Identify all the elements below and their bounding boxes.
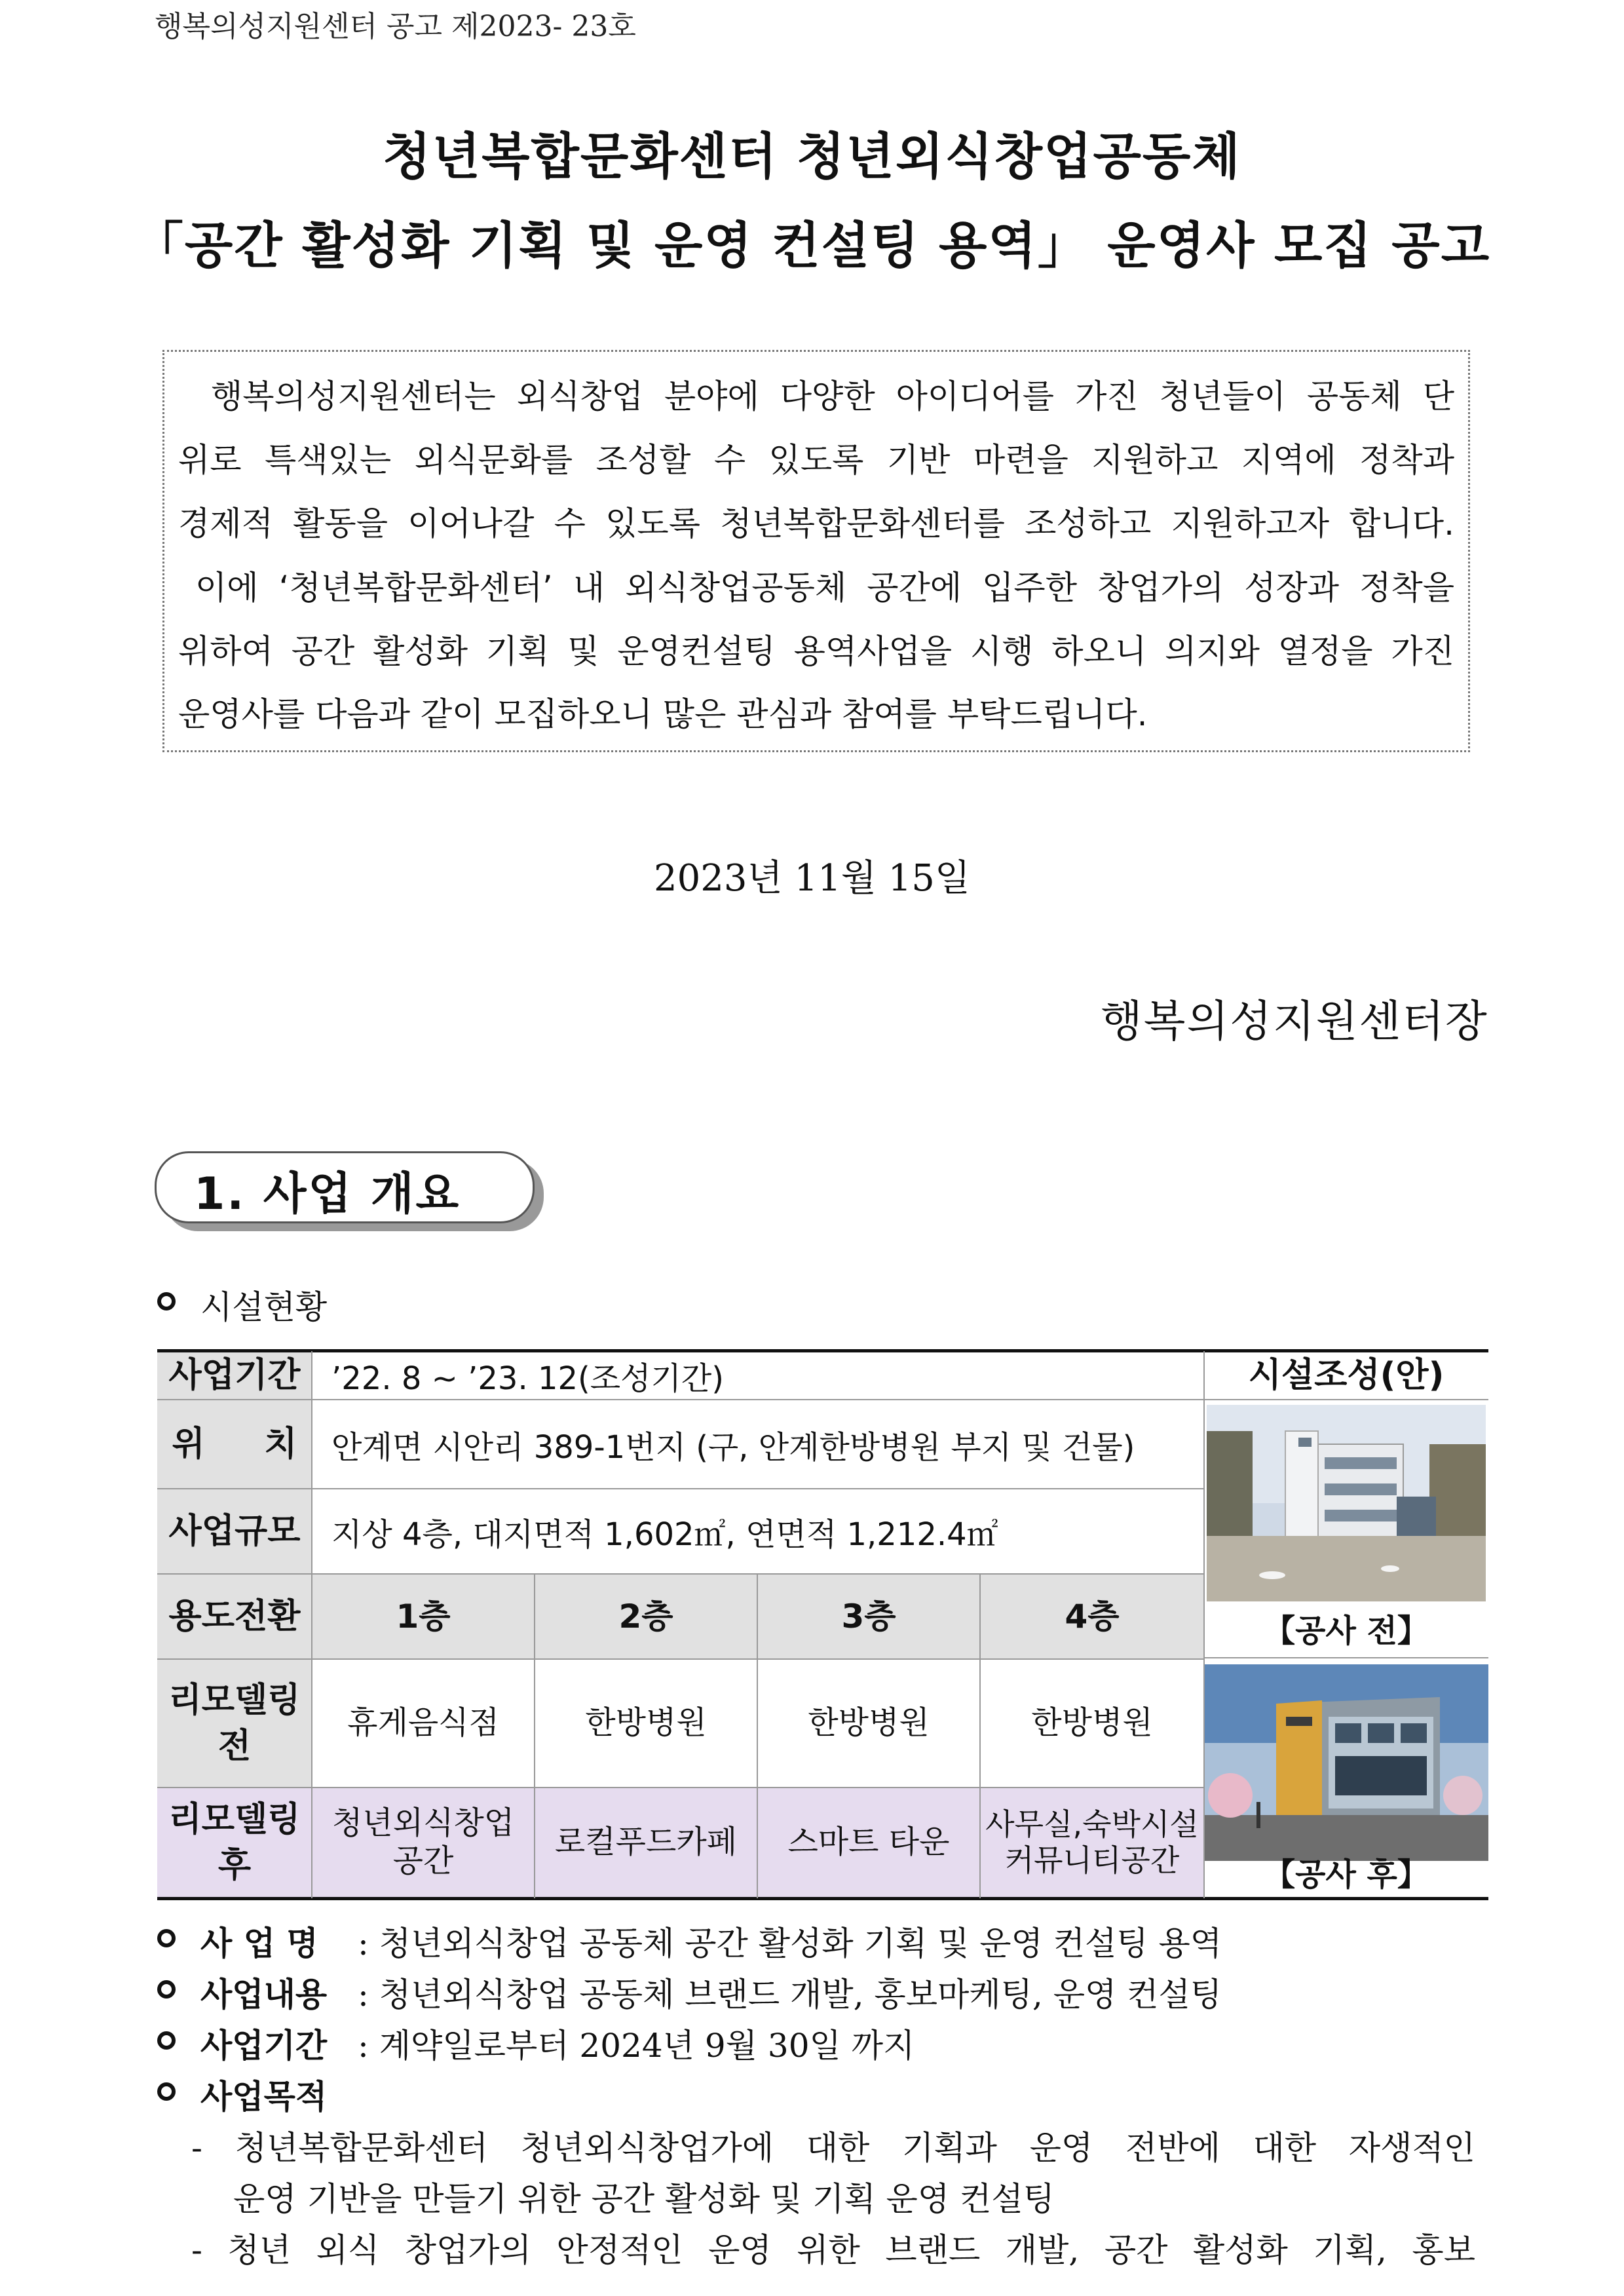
after-floor-3: 스마트 타운 bbox=[787, 1824, 950, 1861]
photo-before-caption: 【공사 전】 bbox=[1264, 1613, 1429, 1649]
bullet-circle-icon bbox=[157, 2031, 176, 2050]
label-location: 위 치 bbox=[172, 1424, 297, 1464]
floor-3: 3층 bbox=[841, 1598, 896, 1636]
value-location: 안계면 시안리 389-1번지 (구, 안계한방병원 부지 및 건물) bbox=[331, 1428, 1135, 1466]
table-rule bbox=[157, 1658, 1204, 1660]
table-rule bbox=[1203, 1351, 1205, 1898]
page-title-line1: 청년복합문화센터 청년외식창업공동체 bbox=[383, 127, 1241, 185]
photo-after-caption: 【공사 후】 bbox=[1264, 1856, 1429, 1893]
label-usage: 용도전환 bbox=[168, 1596, 301, 1636]
label-scale: 사업규모 bbox=[168, 1511, 301, 1551]
intro-line: 위로 특색있는 외식문화를 조성할 수 있도록 기반 마련을 지원하고 지역에 정착과 bbox=[178, 441, 1454, 479]
table-top-border bbox=[157, 1349, 1488, 1352]
label-period: 사업기간 bbox=[168, 1355, 301, 1395]
floor-4: 4층 bbox=[1065, 1598, 1120, 1636]
before-floor-1: 휴게음식점 bbox=[347, 1704, 499, 1742]
table-rule bbox=[757, 1574, 758, 1898]
document-number: 행복의성지원센터 공고 제2023- 23호 bbox=[155, 10, 636, 43]
building-before-photo bbox=[1207, 1405, 1486, 1601]
announcement-date: 2023년 11월 15일 bbox=[654, 857, 970, 900]
intro-line: 운영사를 다음과 같이 모집하오니 많은 관심과 참여를 부탁드립니다. bbox=[178, 695, 1148, 733]
photo-header: 시설조성(안) bbox=[1248, 1355, 1445, 1395]
intro-line: 경제적 활동을 이어나갈 수 있도록 청년복합문화센터를 조성하고 지원하고자 합니다. bbox=[178, 505, 1454, 543]
table-rule bbox=[311, 1351, 312, 1898]
item-label: 사업내용 bbox=[200, 1976, 328, 2014]
value-scale: 지상 4층, 대지면적 1,602㎡, 연면적 1,212.4㎡ bbox=[331, 1516, 998, 1553]
signer: 행복의성지원센터장 bbox=[1101, 996, 1488, 1046]
table-rule bbox=[157, 1787, 1204, 1788]
floor-1: 1층 bbox=[396, 1598, 451, 1636]
after-floor-4: 사무실,숙박시설 커뮤니티공간 bbox=[985, 1806, 1199, 1878]
before-floor-2: 한방병원 bbox=[585, 1704, 707, 1742]
before-floor-3: 한방병원 bbox=[808, 1704, 930, 1742]
table-rule bbox=[1204, 1399, 1488, 1400]
item-value: : 청년외식창업 공동체 브랜드 개발, 홍보마케팅, 운영 컨설팅 bbox=[358, 1976, 1222, 2014]
bullet-circle-icon bbox=[157, 1292, 176, 1311]
after-floor-1: 청년외식창업 공간 bbox=[331, 1805, 515, 1879]
table-rule bbox=[157, 1573, 1204, 1575]
before-floor-4: 한방병원 bbox=[1031, 1704, 1153, 1742]
intro-line: 위하여 공간 활성화 기획 및 운영컨설팅 용역사업을 시행 하오니 의지와 열정을 가진 bbox=[178, 632, 1454, 670]
item-label: 사업목적 bbox=[200, 2078, 328, 2116]
facility-heading: 시설현황 bbox=[200, 1288, 328, 1326]
section-title: 1. 사업 개요 bbox=[194, 1168, 461, 1220]
item-label: 사업기간 bbox=[200, 2027, 328, 2065]
intro-line: 행복의성지원센터는 외식창업 분야에 다양한 아이디어를 가진 청년들이 공동체 단 bbox=[211, 377, 1454, 415]
after-floor-2: 로컬푸드카페 bbox=[554, 1824, 738, 1861]
purpose-line: - 청년복합문화센터 청년외식창업가에 대한 기획과 운영 전반에 대한 자생적인 bbox=[191, 2129, 1475, 2167]
table-rule bbox=[534, 1574, 535, 1898]
table-rule bbox=[157, 1399, 1204, 1400]
item-value: : 청년외식창업 공동체 공간 활성화 기획 및 운영 컨설팅 용역 bbox=[358, 1924, 1222, 1962]
item-label: 사 업 명 bbox=[200, 1924, 318, 1962]
page-title-line2: 「공간 활성화 기획 및 운영 컨설팅 용역」 운영사 모집 공고 bbox=[133, 216, 1491, 275]
bullet-circle-icon bbox=[157, 1929, 176, 1947]
bullet-circle-icon bbox=[157, 2082, 176, 2101]
label-before: 리모델링 전 bbox=[168, 1680, 301, 1766]
value-period: ’22. 8 ~ ’23. 12(조성기간) bbox=[331, 1360, 724, 1397]
item-value: : 계약일로부터 2024년 9월 30일 까지 bbox=[358, 2027, 915, 2065]
building-after-photo bbox=[1204, 1664, 1488, 1861]
purpose-line: - 청년 외식 창업가의 안정적인 운영 위한 브랜드 개발, 공간 활성화 기획, 홍보 bbox=[191, 2231, 1475, 2269]
purpose-line: 운영 기반을 만들기 위한 공간 활성화 및 기획 운영 컨설팅 bbox=[233, 2180, 1055, 2218]
intro-line: 이에 ‘청년복합문화센터’ 내 외식창업공동체 공간에 입주한 창업가의 성장과 정착을 bbox=[195, 569, 1454, 607]
table-rule bbox=[979, 1574, 981, 1898]
table-rule bbox=[1204, 1657, 1488, 1658]
label-after: 리모델링 후 bbox=[168, 1799, 301, 1885]
table-rule bbox=[157, 1488, 1204, 1489]
floor-2: 2층 bbox=[618, 1598, 673, 1636]
table-bottom-border bbox=[157, 1897, 1488, 1900]
bullet-circle-icon bbox=[157, 1980, 176, 1999]
